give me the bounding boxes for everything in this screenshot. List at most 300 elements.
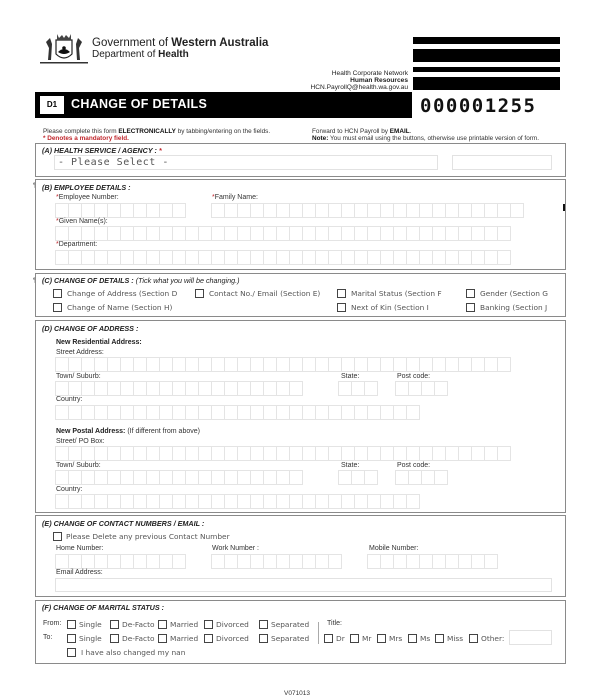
- from-separated-checkbox[interactable]: Separated: [259, 620, 309, 629]
- character-cell[interactable]: [81, 554, 95, 569]
- character-cell[interactable]: [250, 250, 264, 265]
- character-cell[interactable]: [276, 446, 290, 461]
- character-cell[interactable]: [250, 203, 264, 218]
- character-cell[interactable]: [406, 226, 420, 241]
- character-cell[interactable]: [393, 250, 407, 265]
- character-cell[interactable]: [55, 226, 69, 241]
- character-cell[interactable]: [81, 203, 95, 218]
- character-cell[interactable]: [224, 226, 238, 241]
- character-cell[interactable]: [395, 381, 409, 396]
- character-cell[interactable]: [367, 226, 381, 241]
- to-divorced-checkbox[interactable]: Divorced: [204, 634, 249, 643]
- character-cell[interactable]: [172, 226, 186, 241]
- character-cell[interactable]: [133, 357, 147, 372]
- character-cell[interactable]: [68, 357, 82, 372]
- character-cell[interactable]: [302, 405, 316, 420]
- checkbox-icon[interactable]: [204, 620, 213, 629]
- character-cell[interactable]: [458, 357, 472, 372]
- character-cell[interactable]: [395, 470, 409, 485]
- character-cell[interactable]: [263, 446, 277, 461]
- from-divorced-checkbox[interactable]: Divorced: [204, 620, 249, 629]
- character-cell[interactable]: [146, 446, 160, 461]
- character-cell[interactable]: [55, 405, 69, 420]
- character-cell[interactable]: [237, 470, 251, 485]
- character-cell[interactable]: [237, 405, 251, 420]
- character-cell[interactable]: [315, 554, 329, 569]
- character-cell[interactable]: [276, 405, 290, 420]
- character-cell[interactable]: [198, 381, 212, 396]
- from-defacto-checkbox[interactable]: De-Facto: [110, 620, 155, 629]
- character-cell[interactable]: [276, 381, 290, 396]
- character-cell[interactable]: [94, 250, 108, 265]
- character-cell[interactable]: [146, 494, 160, 509]
- character-cell[interactable]: [276, 357, 290, 372]
- character-cell[interactable]: [224, 554, 238, 569]
- character-cell[interactable]: [328, 554, 342, 569]
- character-cell[interactable]: [133, 405, 147, 420]
- character-cell[interactable]: [354, 446, 368, 461]
- title-miss-checkbox[interactable]: Miss: [435, 634, 463, 643]
- character-cell[interactable]: [107, 226, 121, 241]
- character-cell[interactable]: [406, 203, 420, 218]
- character-cell[interactable]: [211, 203, 225, 218]
- character-cell[interactable]: [263, 554, 277, 569]
- character-cell[interactable]: [172, 470, 186, 485]
- character-cell[interactable]: [263, 405, 277, 420]
- character-cell[interactable]: [120, 446, 134, 461]
- character-cell[interactable]: [419, 250, 433, 265]
- character-cell[interactable]: [211, 357, 225, 372]
- character-cell[interactable]: [237, 203, 251, 218]
- character-cell[interactable]: [497, 357, 511, 372]
- character-cell[interactable]: [159, 357, 173, 372]
- character-cell[interactable]: [497, 250, 511, 265]
- character-cell[interactable]: [351, 381, 365, 396]
- character-cell[interactable]: [341, 405, 355, 420]
- character-cell[interactable]: [198, 470, 212, 485]
- character-cell[interactable]: [445, 250, 459, 265]
- character-cell[interactable]: [237, 381, 251, 396]
- mobile-number-input[interactable]: [367, 554, 497, 569]
- character-cell[interactable]: [380, 554, 394, 569]
- character-cell[interactable]: [81, 446, 95, 461]
- character-cell[interactable]: [250, 554, 264, 569]
- health-service-secondary-field[interactable]: [452, 155, 552, 170]
- character-cell[interactable]: [120, 405, 134, 420]
- character-cell[interactable]: [484, 250, 498, 265]
- character-cell[interactable]: [94, 226, 108, 241]
- character-cell[interactable]: [393, 446, 407, 461]
- character-cell[interactable]: [237, 250, 251, 265]
- character-cell[interactable]: [380, 357, 394, 372]
- email-address-input[interactable]: [55, 578, 552, 592]
- character-cell[interactable]: [146, 203, 160, 218]
- character-cell[interactable]: [432, 554, 446, 569]
- character-cell[interactable]: [289, 470, 303, 485]
- character-cell[interactable]: [289, 357, 303, 372]
- character-cell[interactable]: [289, 250, 303, 265]
- character-cell[interactable]: [146, 357, 160, 372]
- character-cell[interactable]: [302, 203, 316, 218]
- character-cell[interactable]: [120, 470, 134, 485]
- character-cell[interactable]: [471, 203, 485, 218]
- character-cell[interactable]: [250, 357, 264, 372]
- character-cell[interactable]: [120, 381, 134, 396]
- character-cell[interactable]: [315, 203, 329, 218]
- character-cell[interactable]: [94, 357, 108, 372]
- checkbox-change-of-address[interactable]: Change of Address (Section D: [53, 289, 177, 298]
- postal-country-input[interactable]: [55, 494, 419, 509]
- character-cell[interactable]: [55, 470, 69, 485]
- character-cell[interactable]: [107, 446, 121, 461]
- character-cell[interactable]: [120, 554, 134, 569]
- character-cell[interactable]: [250, 226, 264, 241]
- checkbox-change-of-name[interactable]: Change of Name (Section H): [53, 303, 172, 312]
- character-cell[interactable]: [68, 494, 82, 509]
- character-cell[interactable]: [55, 446, 69, 461]
- character-cell[interactable]: [172, 357, 186, 372]
- character-cell[interactable]: [421, 470, 435, 485]
- character-cell[interactable]: [185, 446, 199, 461]
- checkbox-icon[interactable]: [110, 620, 119, 629]
- from-single-checkbox[interactable]: Single: [67, 620, 102, 629]
- character-cell[interactable]: [120, 357, 134, 372]
- character-cell[interactable]: [445, 554, 459, 569]
- checkbox-contact-email[interactable]: Contact No./ Email (Section E): [195, 289, 320, 298]
- checkbox-next-of-kin[interactable]: Next of Kin (Section I: [337, 303, 429, 312]
- character-cell[interactable]: [276, 554, 290, 569]
- character-cell[interactable]: [364, 470, 378, 485]
- character-cell[interactable]: [211, 381, 225, 396]
- character-cell[interactable]: [458, 203, 472, 218]
- character-cell[interactable]: [367, 554, 381, 569]
- character-cell[interactable]: [497, 446, 511, 461]
- character-cell[interactable]: [224, 446, 238, 461]
- character-cell[interactable]: [276, 494, 290, 509]
- character-cell[interactable]: [406, 250, 420, 265]
- character-cell[interactable]: [224, 250, 238, 265]
- checkbox-icon[interactable]: [53, 303, 62, 312]
- character-cell[interactable]: [237, 554, 251, 569]
- work-number-input[interactable]: [211, 554, 341, 569]
- character-cell[interactable]: [224, 357, 238, 372]
- checkbox-icon[interactable]: [435, 634, 444, 643]
- character-cell[interactable]: [55, 381, 69, 396]
- character-cell[interactable]: [471, 357, 485, 372]
- character-cell[interactable]: [341, 226, 355, 241]
- character-cell[interactable]: [302, 494, 316, 509]
- to-separated-checkbox[interactable]: Separated: [259, 634, 309, 643]
- character-cell[interactable]: [159, 405, 173, 420]
- character-cell[interactable]: [68, 381, 82, 396]
- character-cell[interactable]: [380, 203, 394, 218]
- character-cell[interactable]: [211, 446, 225, 461]
- state-input[interactable]: [338, 381, 377, 396]
- character-cell[interactable]: [419, 357, 433, 372]
- character-cell[interactable]: [133, 470, 147, 485]
- character-cell[interactable]: [289, 226, 303, 241]
- character-cell[interactable]: [198, 405, 212, 420]
- character-cell[interactable]: [315, 446, 329, 461]
- character-cell[interactable]: [133, 494, 147, 509]
- character-cell[interactable]: [432, 203, 446, 218]
- title-mr-checkbox[interactable]: Mr: [350, 634, 371, 643]
- character-cell[interactable]: [289, 446, 303, 461]
- character-cell[interactable]: [354, 494, 368, 509]
- character-cell[interactable]: [315, 357, 329, 372]
- character-cell[interactable]: [364, 381, 378, 396]
- character-cell[interactable]: [393, 494, 407, 509]
- character-cell[interactable]: [224, 203, 238, 218]
- character-cell[interactable]: [185, 357, 199, 372]
- to-single-checkbox[interactable]: Single: [67, 634, 102, 643]
- character-cell[interactable]: [237, 446, 251, 461]
- character-cell[interactable]: [250, 381, 264, 396]
- character-cell[interactable]: [484, 554, 498, 569]
- character-cell[interactable]: [250, 470, 264, 485]
- character-cell[interactable]: [289, 381, 303, 396]
- character-cell[interactable]: [133, 381, 147, 396]
- character-cell[interactable]: [55, 494, 69, 509]
- family-name-input[interactable]: [211, 203, 523, 218]
- character-cell[interactable]: [302, 446, 316, 461]
- character-cell[interactable]: [328, 203, 342, 218]
- character-cell[interactable]: [120, 250, 134, 265]
- character-cell[interactable]: [107, 203, 121, 218]
- character-cell[interactable]: [341, 203, 355, 218]
- checkbox-icon[interactable]: [408, 634, 417, 643]
- character-cell[interactable]: [224, 405, 238, 420]
- character-cell[interactable]: [315, 405, 329, 420]
- character-cell[interactable]: [315, 250, 329, 265]
- character-cell[interactable]: [315, 494, 329, 509]
- character-cell[interactable]: [432, 226, 446, 241]
- character-cell[interactable]: [81, 381, 95, 396]
- character-cell[interactable]: [159, 446, 173, 461]
- character-cell[interactable]: [120, 203, 134, 218]
- character-cell[interactable]: [351, 470, 365, 485]
- checkbox-icon[interactable]: [110, 634, 119, 643]
- character-cell[interactable]: [445, 446, 459, 461]
- character-cell[interactable]: [172, 494, 186, 509]
- title-ms-checkbox[interactable]: Ms: [408, 634, 430, 643]
- character-cell[interactable]: [276, 250, 290, 265]
- checkbox-icon[interactable]: [469, 634, 478, 643]
- checkbox-gender[interactable]: Gender (Section G: [466, 289, 548, 298]
- character-cell[interactable]: [406, 446, 420, 461]
- character-cell[interactable]: [406, 405, 420, 420]
- character-cell[interactable]: [328, 446, 342, 461]
- character-cell[interactable]: [302, 250, 316, 265]
- character-cell[interactable]: [445, 357, 459, 372]
- checkbox-icon[interactable]: [67, 634, 76, 643]
- character-cell[interactable]: [406, 357, 420, 372]
- character-cell[interactable]: [510, 203, 524, 218]
- character-cell[interactable]: [276, 226, 290, 241]
- checkbox-delete-previous-contact[interactable]: Please Delete any previous Contact Number: [53, 532, 230, 541]
- character-cell[interactable]: [393, 405, 407, 420]
- character-cell[interactable]: [81, 470, 95, 485]
- character-cell[interactable]: [484, 203, 498, 218]
- character-cell[interactable]: [393, 226, 407, 241]
- to-defacto-checkbox[interactable]: De-Facto: [110, 634, 155, 643]
- character-cell[interactable]: [107, 357, 121, 372]
- checkbox-icon[interactable]: [158, 634, 167, 643]
- character-cell[interactable]: [380, 226, 394, 241]
- postal-town-input[interactable]: [55, 470, 302, 485]
- character-cell[interactable]: [338, 381, 352, 396]
- character-cell[interactable]: [211, 494, 225, 509]
- character-cell[interactable]: [185, 381, 199, 396]
- character-cell[interactable]: [367, 494, 381, 509]
- character-cell[interactable]: [484, 357, 498, 372]
- character-cell[interactable]: [354, 250, 368, 265]
- character-cell[interactable]: [107, 250, 121, 265]
- postal-state-input[interactable]: [338, 470, 377, 485]
- character-cell[interactable]: [263, 381, 277, 396]
- character-cell[interactable]: [263, 357, 277, 372]
- character-cell[interactable]: [94, 381, 108, 396]
- character-cell[interactable]: [133, 203, 147, 218]
- character-cell[interactable]: [81, 357, 95, 372]
- character-cell[interactable]: [133, 226, 147, 241]
- character-cell[interactable]: [419, 554, 433, 569]
- character-cell[interactable]: [289, 554, 303, 569]
- character-cell[interactable]: [471, 250, 485, 265]
- checkbox-icon[interactable]: [53, 532, 62, 541]
- character-cell[interactable]: [224, 381, 238, 396]
- character-cell[interactable]: [367, 203, 381, 218]
- character-cell[interactable]: [432, 250, 446, 265]
- character-cell[interactable]: [367, 405, 381, 420]
- character-cell[interactable]: [250, 446, 264, 461]
- character-cell[interactable]: [263, 250, 277, 265]
- character-cell[interactable]: [133, 446, 147, 461]
- character-cell[interactable]: [341, 250, 355, 265]
- title-dr-checkbox[interactable]: Dr: [324, 634, 345, 643]
- character-cell[interactable]: [68, 405, 82, 420]
- character-cell[interactable]: [107, 494, 121, 509]
- character-cell[interactable]: [55, 554, 69, 569]
- character-cell[interactable]: [107, 381, 121, 396]
- character-cell[interactable]: [419, 226, 433, 241]
- checkbox-icon[interactable]: [337, 303, 346, 312]
- country-input[interactable]: [55, 405, 419, 420]
- character-cell[interactable]: [159, 226, 173, 241]
- home-number-input[interactable]: [55, 554, 185, 569]
- character-cell[interactable]: [146, 226, 160, 241]
- character-cell[interactable]: [354, 405, 368, 420]
- character-cell[interactable]: [198, 250, 212, 265]
- checkbox-icon[interactable]: [377, 634, 386, 643]
- from-married-checkbox[interactable]: Married: [158, 620, 198, 629]
- character-cell[interactable]: [81, 226, 95, 241]
- character-cell[interactable]: [354, 357, 368, 372]
- character-cell[interactable]: [471, 226, 485, 241]
- character-cell[interactable]: [133, 250, 147, 265]
- character-cell[interactable]: [120, 226, 134, 241]
- character-cell[interactable]: [406, 494, 420, 509]
- character-cell[interactable]: [406, 554, 420, 569]
- character-cell[interactable]: [159, 250, 173, 265]
- character-cell[interactable]: [68, 250, 82, 265]
- checkbox-icon[interactable]: [350, 634, 359, 643]
- character-cell[interactable]: [497, 203, 511, 218]
- character-cell[interactable]: [224, 494, 238, 509]
- checkbox-icon[interactable]: [259, 634, 268, 643]
- postcode-input[interactable]: [395, 381, 447, 396]
- character-cell[interactable]: [55, 203, 69, 218]
- character-cell[interactable]: [94, 470, 108, 485]
- character-cell[interactable]: [68, 446, 82, 461]
- character-cell[interactable]: [211, 405, 225, 420]
- character-cell[interactable]: [185, 250, 199, 265]
- character-cell[interactable]: [276, 203, 290, 218]
- postal-street-input[interactable]: [55, 446, 510, 461]
- character-cell[interactable]: [94, 446, 108, 461]
- to-married-checkbox[interactable]: Married: [158, 634, 198, 643]
- title-other-checkbox[interactable]: Other:: [469, 634, 504, 643]
- character-cell[interactable]: [421, 381, 435, 396]
- character-cell[interactable]: [289, 203, 303, 218]
- character-cell[interactable]: [458, 250, 472, 265]
- character-cell[interactable]: [484, 446, 498, 461]
- character-cell[interactable]: [250, 494, 264, 509]
- character-cell[interactable]: [434, 381, 448, 396]
- checkbox-name-changed[interactable]: I have also changed my nan: [67, 648, 185, 657]
- employee-number-input[interactable]: [55, 203, 185, 218]
- character-cell[interactable]: [107, 470, 121, 485]
- contact-email[interactable]: HCN.PayrollQ@health.wa.gov.au: [310, 84, 408, 91]
- character-cell[interactable]: [172, 381, 186, 396]
- character-cell[interactable]: [81, 494, 95, 509]
- character-cell[interactable]: [432, 357, 446, 372]
- character-cell[interactable]: [341, 357, 355, 372]
- character-cell[interactable]: [146, 250, 160, 265]
- character-cell[interactable]: [302, 554, 316, 569]
- checkbox-banking[interactable]: Banking (Section J: [466, 303, 547, 312]
- character-cell[interactable]: [237, 226, 251, 241]
- character-cell[interactable]: [172, 405, 186, 420]
- character-cell[interactable]: [107, 554, 121, 569]
- character-cell[interactable]: [237, 357, 251, 372]
- character-cell[interactable]: [172, 250, 186, 265]
- character-cell[interactable]: [328, 226, 342, 241]
- given-names-input[interactable]: [55, 226, 510, 241]
- character-cell[interactable]: [458, 554, 472, 569]
- character-cell[interactable]: [94, 494, 108, 509]
- character-cell[interactable]: [237, 494, 251, 509]
- character-cell[interactable]: [107, 405, 121, 420]
- character-cell[interactable]: [94, 203, 108, 218]
- character-cell[interactable]: [419, 446, 433, 461]
- checkbox-icon[interactable]: [67, 648, 76, 657]
- character-cell[interactable]: [367, 250, 381, 265]
- character-cell[interactable]: [185, 494, 199, 509]
- character-cell[interactable]: [302, 357, 316, 372]
- character-cell[interactable]: [328, 357, 342, 372]
- title-other-input[interactable]: [509, 630, 552, 645]
- character-cell[interactable]: [146, 470, 160, 485]
- character-cell[interactable]: [133, 554, 147, 569]
- character-cell[interactable]: [185, 226, 199, 241]
- character-cell[interactable]: [458, 446, 472, 461]
- character-cell[interactable]: [432, 446, 446, 461]
- character-cell[interactable]: [198, 494, 212, 509]
- character-cell[interactable]: [211, 470, 225, 485]
- checkbox-icon[interactable]: [324, 634, 333, 643]
- character-cell[interactable]: [289, 494, 303, 509]
